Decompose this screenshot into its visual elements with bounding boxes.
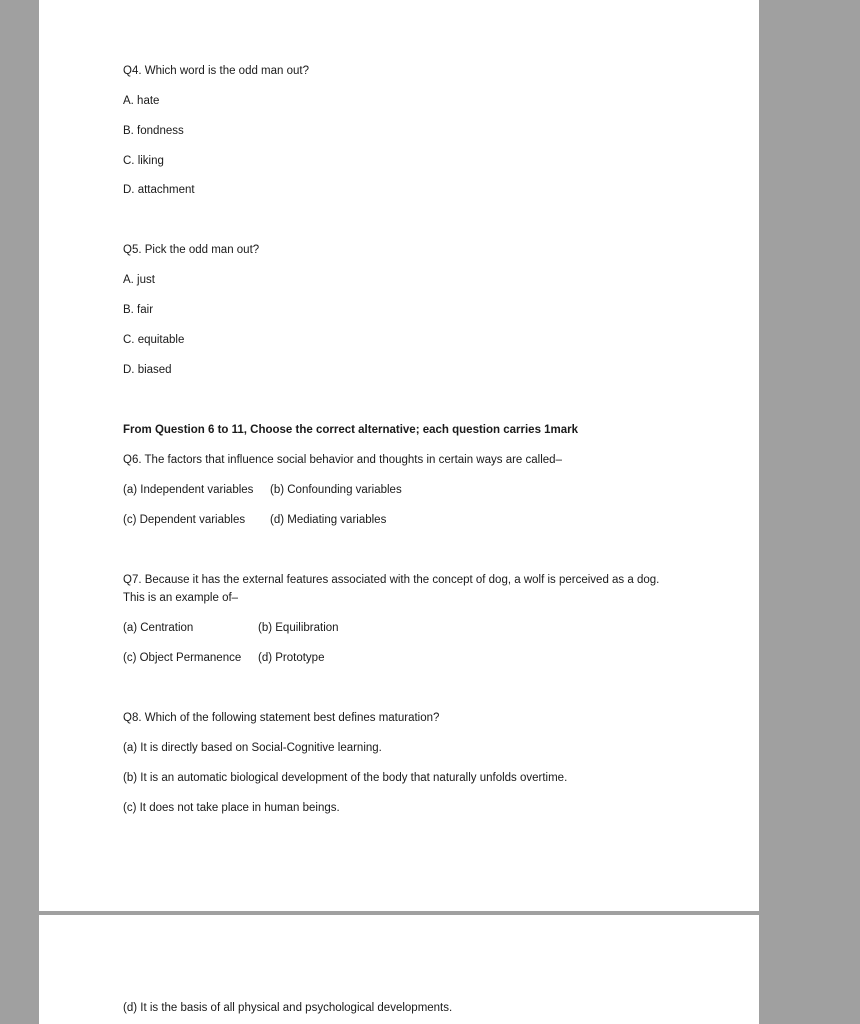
q8-question: Q8. Which of the following statement best defines maturation?: [123, 712, 440, 724]
q4-option-d: D. attachment: [123, 184, 195, 196]
q5-question: Q5. Pick the odd man out?: [123, 244, 260, 256]
q5-option-b: B. fair: [123, 304, 154, 316]
q7-option-d: (d) Prototype: [258, 652, 325, 664]
q4-question: Q4. Which word is the odd man out?: [123, 65, 310, 77]
q7-option-c: (c) Object Permanence: [123, 652, 242, 664]
q4-option-c: C. liking: [123, 155, 164, 167]
q8-option-b: (b) It is an automatic biological development of the body that naturally unfolds overtime.: [123, 772, 568, 784]
q7-question-line-2: This is an example of–: [123, 592, 239, 604]
q5-option-d: D. biased: [123, 364, 172, 376]
q6-option-d: (d) Mediating variables: [270, 514, 387, 526]
q4-option-b: B. fondness: [123, 125, 184, 137]
q7-question-line-1: Q7. Because it has the external features associated with the concept of dog, a wolf is perceived as a dog.: [123, 574, 660, 586]
q5-option-a: A. just: [123, 274, 155, 286]
q7-option-b: (b) Equilibration: [258, 622, 339, 634]
document-page-2: [39, 915, 759, 1024]
q6-option-b: (b) Confounding variables: [270, 484, 402, 496]
q8-option-a: (a) It is directly based on Social-Cognitive learning.: [123, 742, 382, 754]
q4-option-a: A. hate: [123, 95, 160, 107]
q8-option-d: (d) It is the basis of all physical and psychological developments.: [123, 1002, 453, 1014]
document-page-1: [39, 0, 759, 911]
section-heading: From Question 6 to 11, Choose the correct alternative; each question carries 1mark: [123, 424, 579, 436]
q6-question: Q6. The factors that influence social behavior and thoughts in certain ways are called–: [123, 454, 562, 466]
q6-option-a: (a) Independent variables: [123, 484, 254, 496]
q7-option-a: (a) Centration: [123, 622, 194, 634]
q8-option-c: (c) It does not take place in human beings.: [123, 802, 340, 814]
q6-option-c: (c) Dependent variables: [123, 514, 246, 526]
q5-option-c: C. equitable: [123, 334, 185, 346]
